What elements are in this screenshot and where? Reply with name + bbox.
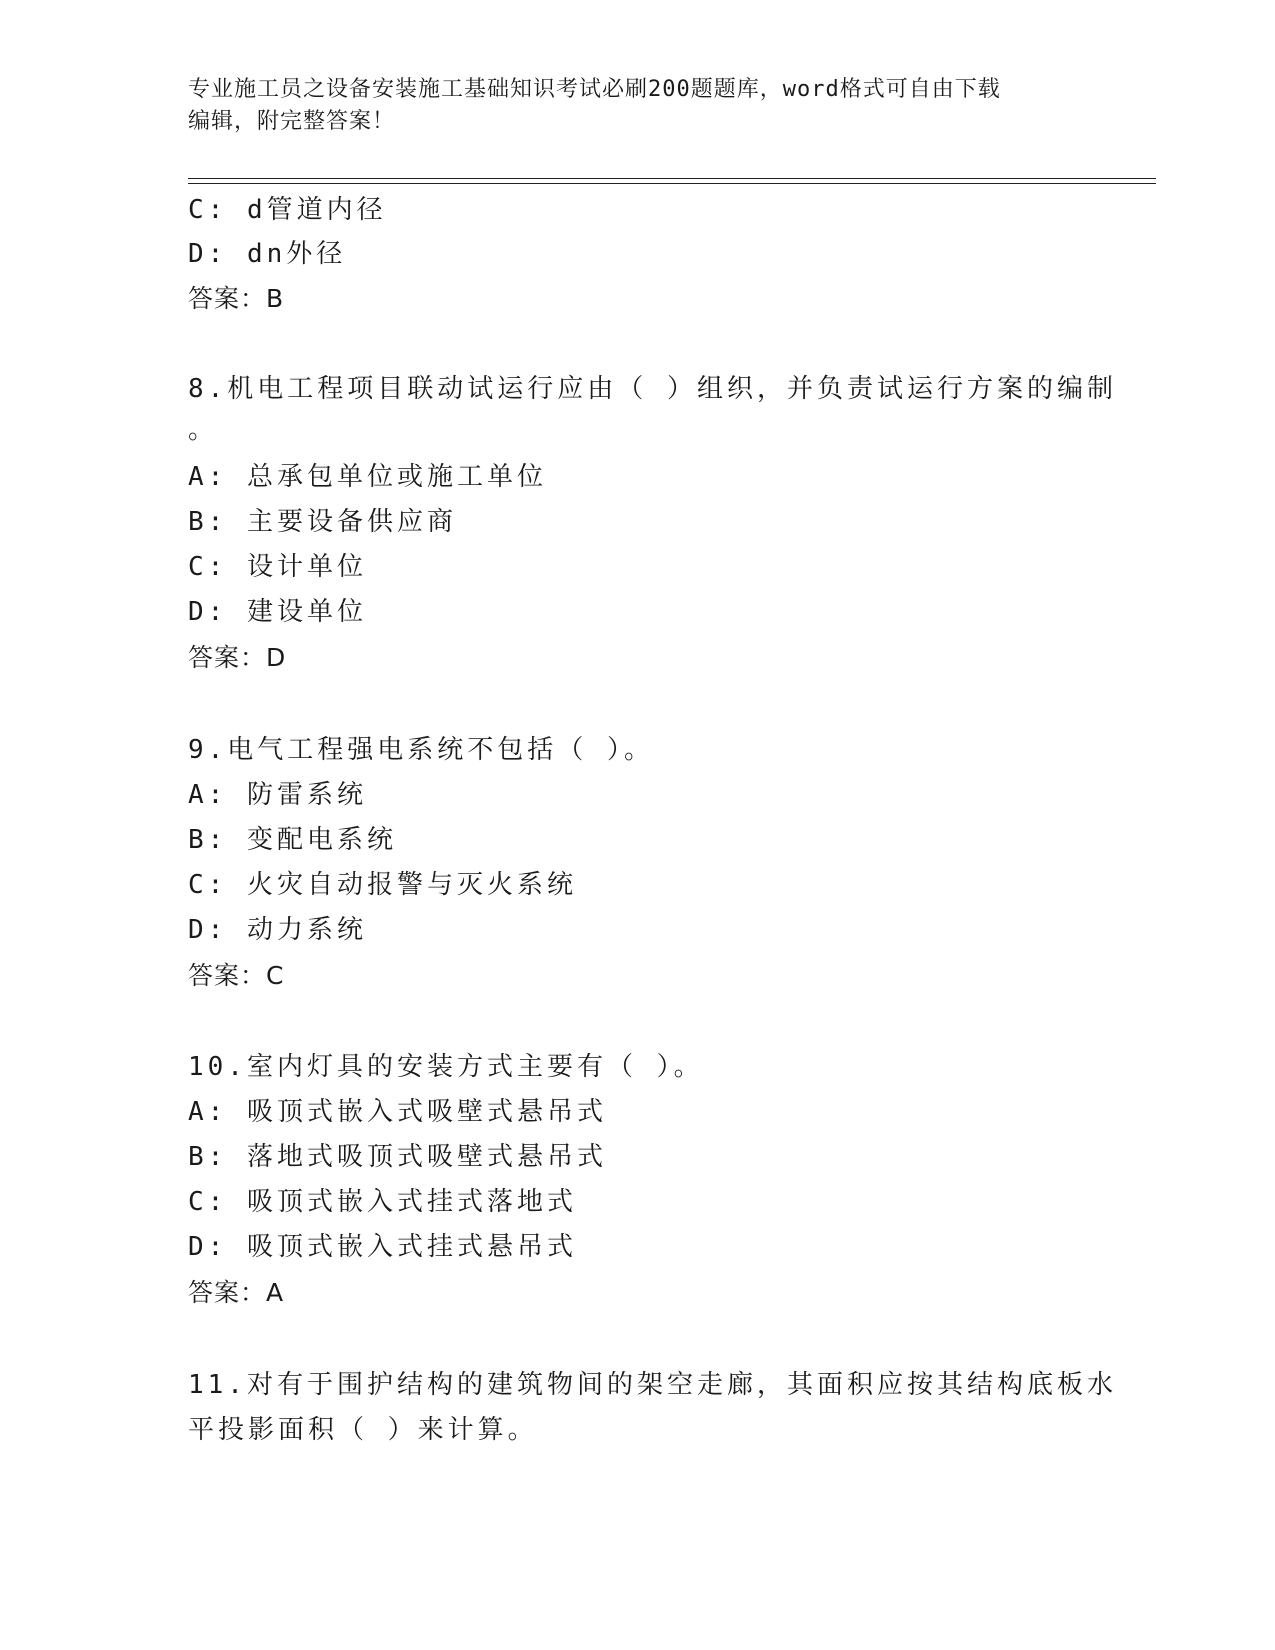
q10-answer: 答案：A — [188, 1278, 285, 1307]
header-divider-top — [188, 178, 1156, 179]
q11-stem-line-2: 平投影面积（ ）来计算。 — [188, 1415, 538, 1445]
q10-option-c: C: 吸顶式嵌入式挂式落地式 — [188, 1187, 577, 1217]
q8-stem-line-1: 8.机电工程项目联动试运行应由（ ）组织，并负责试运行方案的编制 — [188, 374, 1117, 404]
document-header — [188, 74, 1088, 138]
q8-option-d: D: 建设单位 — [188, 597, 367, 627]
q10-option-b: B: 落地式吸顶式吸壁式悬吊式 — [188, 1142, 607, 1172]
q8-option-b: B: 主要设备供应商 — [188, 507, 457, 537]
q9-option-a: A: 防雷系统 — [188, 780, 367, 810]
header-line-1: 专业施工员之设备安装施工基础知识考试必刷200题题库，word格式可自由下载 — [188, 77, 1001, 102]
q10-option-a: A: 吸顶式嵌入式吸壁式悬吊式 — [188, 1097, 607, 1127]
q9-option-c: C: 火灾自动报警与灭火系统 — [188, 870, 577, 900]
header-divider-bottom — [188, 183, 1156, 184]
q9-option-b: B: 变配电系统 — [188, 825, 397, 855]
q11-stem-line-1: 11.对有于围护结构的建筑物间的架空走廊，其面积应按其结构底板水 — [188, 1370, 1117, 1400]
q8-option-c: C: 设计单位 — [188, 552, 367, 582]
q9-option-d: D: 动力系统 — [188, 915, 367, 945]
q7-option-c: C: d管道内径 — [188, 195, 387, 225]
q8-answer: 答案：D — [188, 643, 287, 672]
q10-option-d: D: 吸顶式嵌入式挂式悬吊式 — [188, 1232, 577, 1262]
q8-stem-line-2: 。 — [188, 415, 219, 445]
q9-stem: 9.电气工程强电系统不包括（ ）。 — [188, 735, 654, 765]
q7-answer: 答案：B — [188, 284, 285, 313]
q9-answer: 答案：C — [188, 961, 285, 990]
q8-option-a: A: 总承包单位或施工单位 — [188, 462, 547, 492]
q10-stem: 10.室内灯具的安装方式主要有（ ）。 — [188, 1052, 704, 1082]
q7-option-d: D: dn外径 — [188, 239, 347, 269]
header-line-2: 编辑，附完整答案！ — [188, 109, 396, 134]
